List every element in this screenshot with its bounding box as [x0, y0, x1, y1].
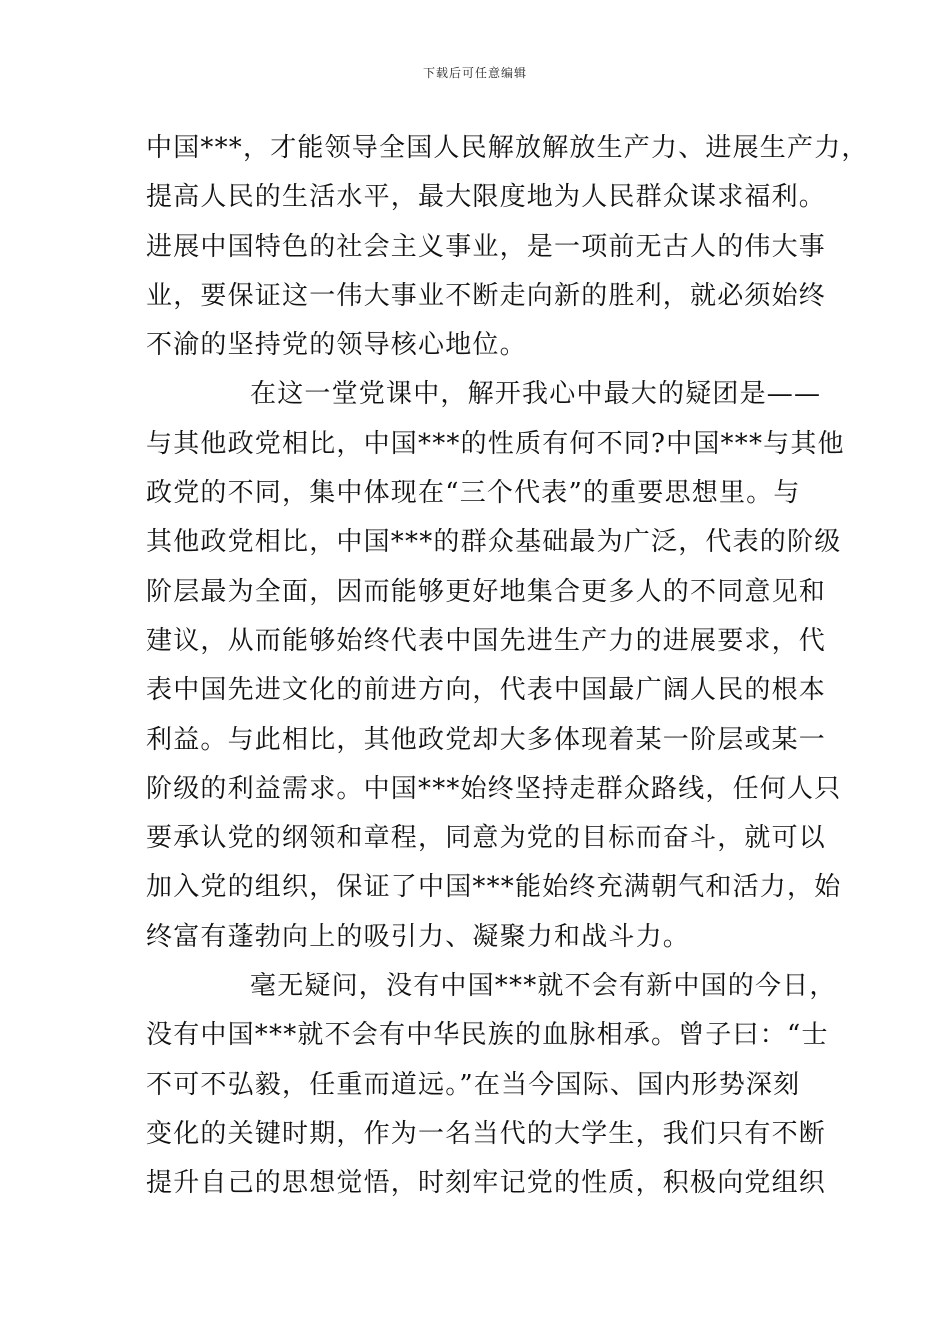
text-line: 阶级的利益需求。中国***始终坚持走群众路线，任何人只	[146, 773, 842, 804]
text-line: 不渝的坚持党的领导核心地位。	[146, 330, 527, 361]
document-body	[146, 124, 869, 1209]
text-line-indented: 毫无疑问，没有中国***就不会有新中国的今日，	[250, 971, 837, 1002]
text-line: 中国***，才能领导全国人民解放解放生产力、进展生产力，	[146, 133, 869, 163]
paragraph-2	[146, 370, 845, 962]
text-line: 与其他政党相比，中国***的性质有何不同?中国***与其他	[146, 428, 845, 459]
text-line: 其他政党相比，中国***的群众基础最为广泛，代表的阶级	[146, 527, 842, 558]
text-line: 提升自己的思想觉悟，时刻牢记党的性质，积极向党组织	[146, 1168, 827, 1199]
paragraph-3	[146, 962, 837, 1208]
text-line: 建议，从而能够始终代表中国先进生产力的进展要求，代	[146, 625, 827, 656]
text-line: 政党的不同，集中体现在“三个代表”的重要思想里。与	[146, 478, 801, 509]
paragraph-1	[146, 124, 869, 370]
text-line: 提高人民的生活水平，最大限度地为人民群众谋求福利。	[146, 182, 827, 213]
text-line-indented: 在这一堂党课中，解开我心中最大的疑团是——	[250, 379, 822, 410]
text-line: 变化的关键时期，作为一名当代的大学生，我们只有不断	[146, 1118, 827, 1149]
page-header: 下载后可任意编辑	[422, 66, 527, 80]
text-line: 要承认党的纲领和章程，同意为党的目标而奋斗，就可以	[146, 823, 827, 854]
text-line: 没有中国***就不会有中华民族的血脉相承。曾子曰：“士	[146, 1020, 829, 1051]
text-line: 加入党的组织，保证了中国***能始终充满朝气和活力，始	[146, 872, 842, 903]
text-line: 业，要保证这一伟大事业不断走向新的胜利，就必须始终	[146, 280, 827, 311]
text-line: 进展中国特色的社会主义事业，是一项前无古人的伟大事	[146, 231, 827, 262]
text-line: 阶层最为全面，因而能够更好地集合更多人的不同意见和	[146, 576, 827, 607]
text-line: 不可不弘毅，任重而道远。”在当今国际、国内形势深刻	[146, 1069, 801, 1100]
text-line: 终富有蓬勃向上的吸引力、凝聚力和战斗力。	[146, 921, 691, 952]
text-line: 利益。与此相比，其他政党却大多体现着某一阶层或某一	[146, 724, 827, 755]
text-line: 表中国先进文化的前进方向，代表中国最广阔人民的根本	[146, 675, 827, 706]
